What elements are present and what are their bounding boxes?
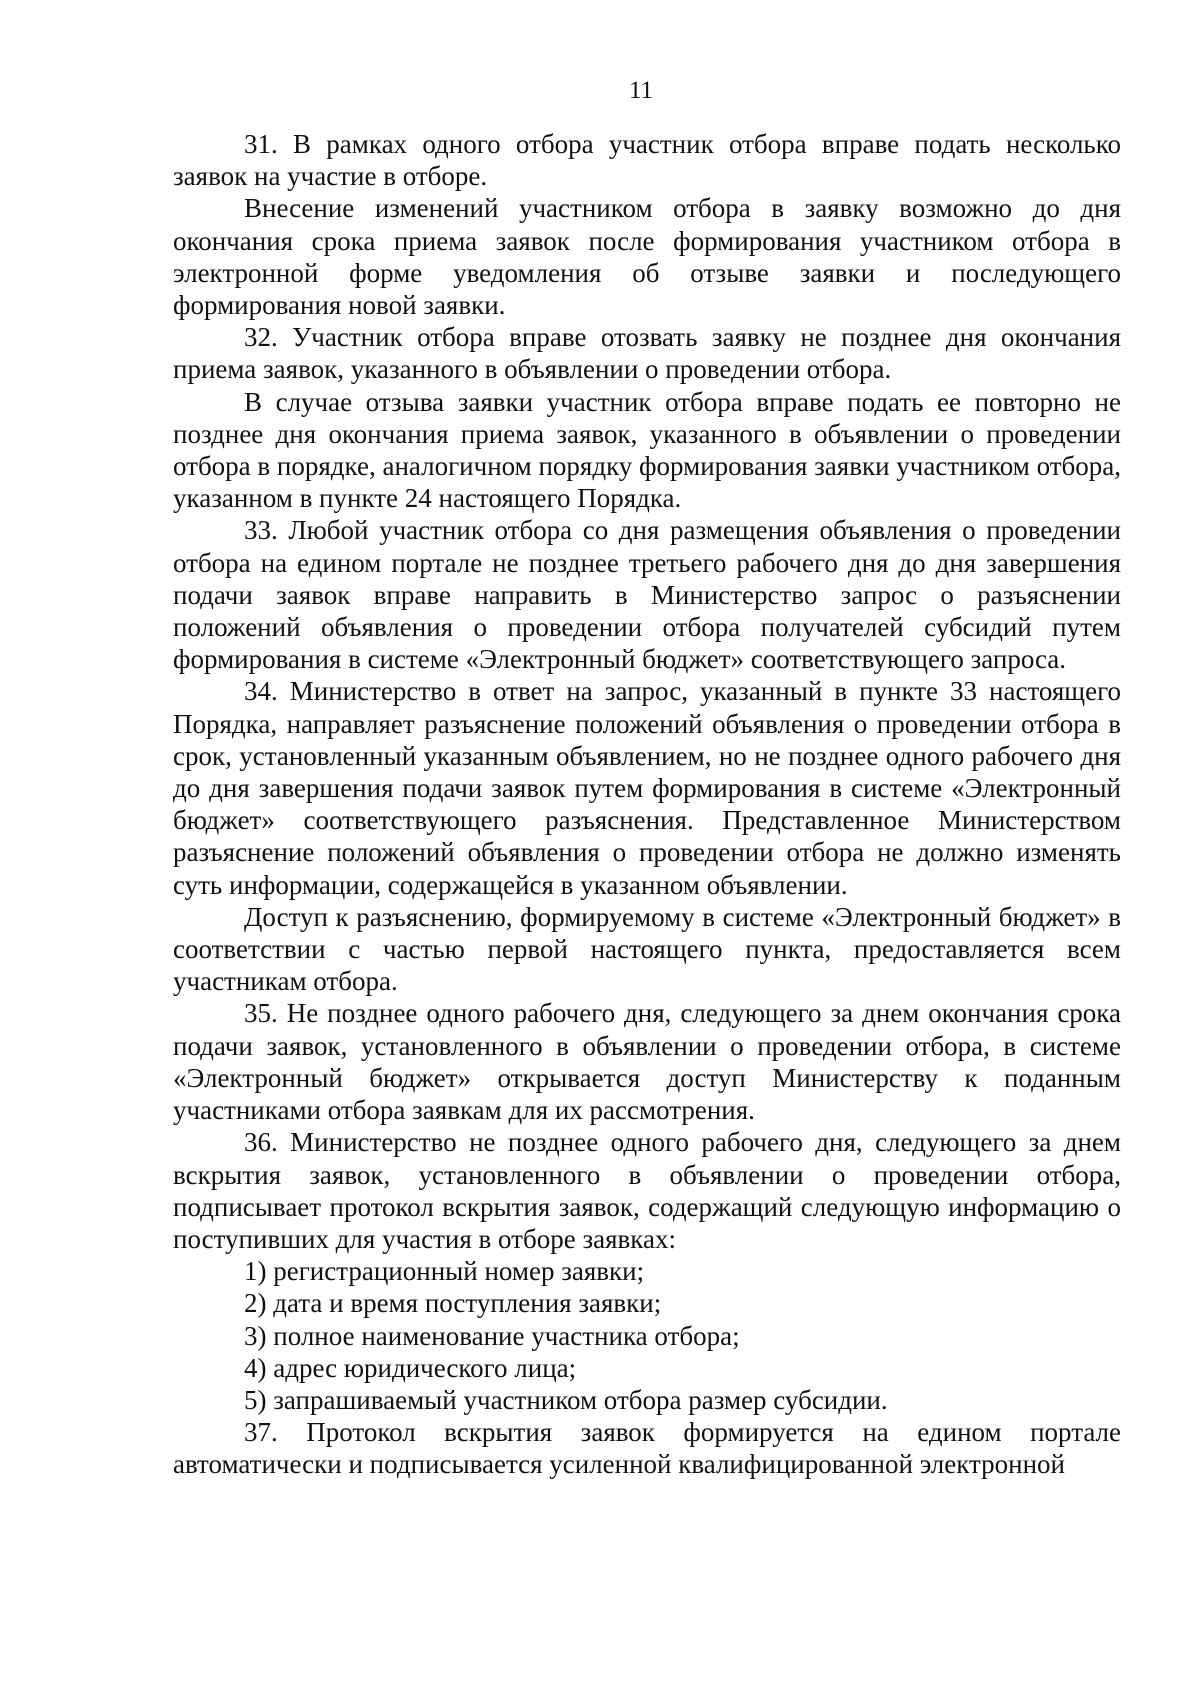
document-body bbox=[173, 128, 1121, 1481]
paragraph-32-resubmission: В случае отзыва заявки участник отбора вправе подать ее повторно не позднее дня окончания приема заявок, указанного в объявлении о проведении отбора в порядке, аналогичном порядку формирования заявки участником отбора, указанном в пункте 24 настоящего Порядка. bbox=[173, 386, 1121, 514]
paragraph-31-amendments: Внесение изменений участником отбора в заявку возможно до дня окончания срока приема заявок после формирования участником отбора в электронной форме уведомления об отзыве заявки и последующего формирования новой заявки. bbox=[173, 193, 1121, 321]
paragraph-31: 31. В рамках одного отбора участник отбора вправе подать несколько заявок на участие в отборе. bbox=[173, 129, 1121, 192]
paragraph-32: 32. Участник отбора вправе отозвать заявку не позднее дня окончания приема заявок, указанного в объявлении о проведении отбора. bbox=[173, 322, 1121, 385]
list-item: 4) адрес юридического лица; bbox=[244, 1352, 577, 1383]
paragraph-36: 36. Министерство не позднее одного рабочего дня, следующего за днем вскрытия заявок, установленного в объявлении о проведении отбора, подписывает протокол вскрытия заявок, содержащий следующую информацию о поступивших для участия в отборе заявках: bbox=[173, 1127, 1121, 1254]
list-item: 1) регистрационный номер заявки; bbox=[244, 1256, 645, 1287]
list-item: 5) запрашиваемый участником отбора размер субсидии. bbox=[244, 1384, 888, 1415]
list-item: 2) дата и время поступления заявки; bbox=[244, 1288, 662, 1319]
list-item: 3) полное наименование участника отбора; bbox=[244, 1320, 740, 1351]
page-number: 11 bbox=[628, 77, 654, 104]
paragraph-37: 37. Протокол вскрытия заявок формируется на едином портале автоматически и подписывается усиленной квалифицированной электронной bbox=[173, 1417, 1121, 1480]
paragraph-33: 33. Любой участник отбора со дня размещения объявления о проведении отбора на едином портале не позднее третьего рабочего дня до дня завершения подачи заявок вправе направить в Министерство запрос о разъяснении положений объявления о проведении отбора получателей субсидий путем формирования в системе «Электронный бюджет» соответствующего запроса. bbox=[173, 515, 1121, 675]
paragraph-35: 35. Не позднее одного рабочего дня, следующего за днем окончания срока подачи заявок, установленного в объявлении о проведении отбора, в системе «Электронный бюджет» открывается доступ Министерству к поданным участниками отбора заявкам для их рассмотрения. bbox=[173, 998, 1121, 1126]
paragraph-34-access: Доступ к разъяснению, формируемому в системе «Электронный бюджет» в соответствии с частью первой настоящего пункта, предоставляется всем участникам отбора. bbox=[173, 901, 1121, 997]
paragraph-34: 34. Министерство в ответ на запрос, указанный в пункте 33 настоящего Порядка, направляет разъяснение положений объявления о проведении отбора в срок, установленный указанным объявлением, но не позднее одного рабочего дня до дня завершения подачи заявок путем формирования в системе «Электронный бюджет» соответствующего разъяснения. Представленное Министерством разъяснение положений объявления о проведении отбора не должно изменять суть информации, содержащейся в указанном объявлении. bbox=[173, 676, 1121, 900]
